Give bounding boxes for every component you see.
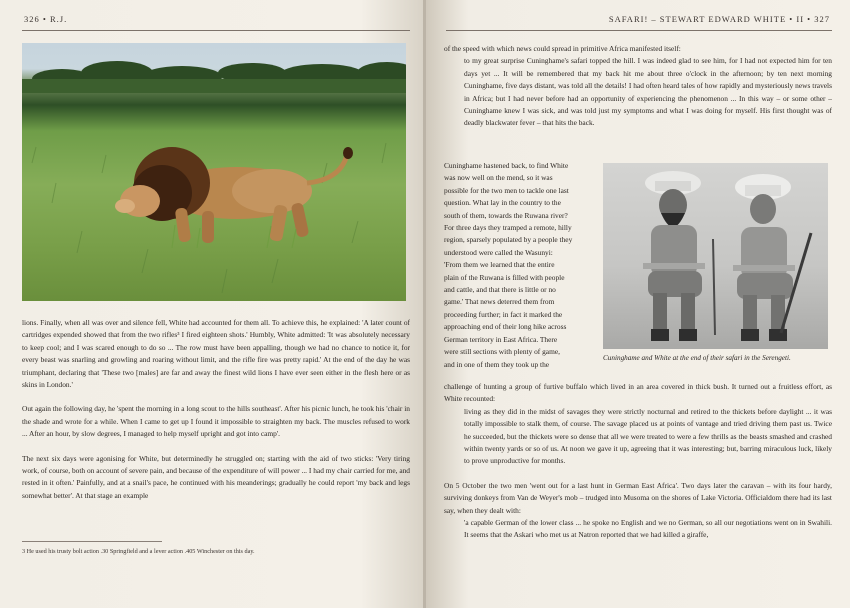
paragraph: challenge of hunting a group of furtive buffalo which lived in an area covered in thick bush. It turned out a fruitless effort, as White recounted: — [444, 382, 832, 404]
right-page — [426, 0, 850, 608]
left-header-rule — [22, 30, 410, 31]
lion-photo — [22, 43, 406, 301]
column-line: south of them, towards the Ruwana river? — [444, 210, 568, 220]
column-line: possible for the two men to tackle one last — [444, 185, 569, 195]
column-line: proceeding further; in fact it marked the — [444, 309, 563, 319]
column-line: question. What lay in the country to the — [444, 198, 561, 208]
column-line: were still sections with plenty of game, — [444, 347, 560, 357]
right-running-header: SAFARI! – STEWART EDWARD WHITE • II • 327 — [608, 14, 830, 24]
column-line: and in one of them they took up the — [444, 359, 550, 369]
left-running-header: 326 • R.J. — [24, 14, 68, 24]
column-line: plain of the Ruwana is filled with people — [444, 272, 565, 282]
column-line: 'From them we learned that the entire — [444, 260, 555, 270]
right-header-rule — [446, 30, 832, 31]
footnote-rule — [22, 541, 162, 542]
footnote: 3 He used his trusty bolt action .30 Springfield and a lever action .405 Winchester on this day. — [22, 548, 255, 555]
column-line: and cattle, and that there is little or no — [444, 285, 556, 295]
column-line: understood were called the Wasunyi: — [444, 247, 553, 257]
column-line: Cuninghame hastened back, to find White — [444, 161, 569, 170]
paragraph: On 5 October the two men 'went out for a last hunt in German East Africa'. Two days later the caravan – with its four hardy, surviving donkeys from Van de Weyer's mob – trudged into Musoma on the shores of Lake Victoria. Officialdom there had its last say, when they dealt with: — [444, 480, 832, 515]
column-line: German territory in East Africa. There — [444, 334, 558, 344]
column-line: region, sparsely populated by a people they — [444, 235, 573, 245]
block-quote: to my great surprise Cuninghame's safari topped the hill. I was indeed glad to see him, for I had not expected him for ten days yet ... It will be remembered that my back hit me about three o'clock in the afternoon; by ten next morning Cuninghame, five days distant, was told all the details! I had often heard tales of how rapidly and mysteriously news travels in Africa; but I had never before had an opportunity of experiencing the phenomenon ... In this way – or some other – Cuninghame knew I was sick, and was told just my symptoms and what I was doing for myself. His first thought was of deadly blackwater fever – that hits the back. — [464, 56, 832, 128]
column-line: was now well on the mend, so it was — [444, 173, 553, 183]
portrait-photo-illustration — [603, 163, 828, 349]
paragraph: Out again the following day, he 'spent the morning in a long scout to the hills southeast'. After his picnic lunch, he took his 'chair in the shade and wrote for a while. When I came to get up I found it impossible to straighten my back. The muscles refused to work ... After an hour, by slow degrees, I managed to help myself upright and got into camp'. — [22, 404, 410, 439]
narrow-column — [444, 160, 594, 371]
left-page — [0, 0, 424, 608]
block-quote: 'a capable German of the lower class ... he spoke no English and we no German, so all our negotiations went on in Swahili. It seems that the Askari who met us at Natron reported that we had killed a giraffe, — [464, 518, 832, 540]
lion-photo-illustration — [22, 43, 406, 301]
right-lower-block — [444, 381, 832, 542]
portrait-photo — [603, 163, 828, 349]
paragraph: The next six days were agonising for White, but determinedly he struggled on; starting with the aid of two sticks: 'Very tiring work, of course, both on account of severe pain, and because of the expenditure of will power ... I had my chair carried for me, and rested in it often.' Painfully, and at a snail's pace, he continued with his meanderings; gradually he could report 'my back and legs somewhat better'. At that stage an example — [22, 453, 410, 500]
top-line: of the speed with which news could spread in primitive Africa manifested itself: — [444, 44, 681, 53]
column-line: game.' That news deterred them from — [444, 297, 555, 307]
column-line: approaching end of their long hike across — [444, 322, 567, 332]
paragraph: lions. Finally, when all was over and silence fell, White had accounted for them all. To achieve this, he explained: 'A later count of cartridges expended showed that from the two rifles³ I fired eighteen shots.' Humbly, White admitted: 'It was absolutely necessary to keep cool; and I was scared enough to do so ... The row must have been appalling, though we had no chance to notice it, for every beast was snarling and growling and roaring without limit, and the rifle fire was pretty rapid.' At the end of the day he was triumphant, declaring that 'These two [males] are far and away the finest wild lions I have ever seen either in the flesh here or as skins in London.' — [22, 318, 410, 390]
column-line: For three days they tramped a remote, hilly — [444, 223, 572, 233]
right-top-block — [444, 43, 832, 130]
block-quote: living as they did in the midst of savages they were strictly nocturnal and retired to the thickets before daylight ... it was totally impossible to stalk them, of course. The savage placed us at points of vantage and tried driving them past us. Twice he succeeded, but the thickets were so dense that all we were treated to were a few thrills as the beasts smashed and crashed within twenty yards or so of us. At noon we gave it up, agreeing that it was interesting; but, barring miraculous luck, likely to prove unproductive for months. — [464, 406, 832, 466]
photo-caption: Cuninghame and White at the end of their safari in the Serengeti. — [603, 354, 791, 362]
left-body-text — [22, 317, 410, 502]
